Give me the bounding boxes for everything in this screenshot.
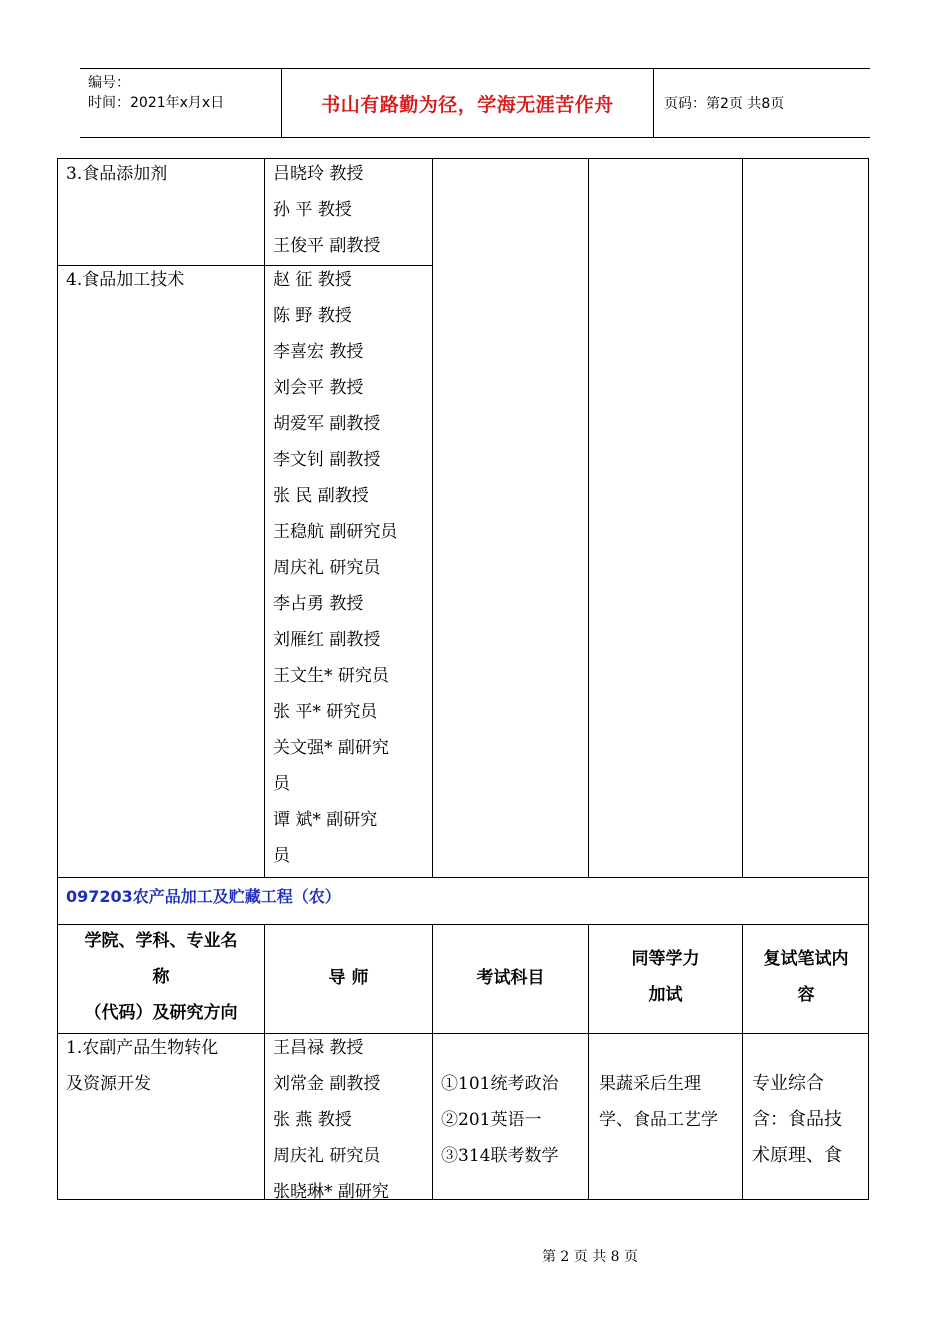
advisor-entry: 李文钊 副教授 [273,450,381,470]
column-divider [432,159,433,877]
column-header-exam: 考试科目 [476,968,545,988]
advisor-entry: 员 [273,774,290,794]
header-motto: 书山有路勤为径，学海无涯苦作舟 [321,93,614,116]
advisor-entry: 关文强* 副研究 [273,738,389,758]
advisor-entry: 陈 野 教授 [273,306,352,326]
advisor-entry: 周庆礼 研究员 [273,1146,381,1166]
exam-subjects [441,1066,558,1174]
advisor-entry: 王俊平 副教授 [273,236,381,256]
column-header-extra-exam [589,941,742,1013]
advisor-entry: 刘常金 副教授 [273,1074,381,1094]
advisor-entry: 周庆礼 研究员 [273,558,381,578]
header-line: 复试笔试内 [763,949,849,969]
extra-exam-line: 学、食品工艺学 [599,1110,718,1130]
column-header-direction [58,923,264,1031]
direction-line: 1.农副产品生物转化 [66,1038,219,1058]
header-line: 同等学力 [631,949,700,969]
extra-exam-subjects [599,1066,718,1138]
advisor-list [273,1030,389,1210]
advisor-entry: 刘雁红 副教授 [273,630,381,650]
advisor-entry: 张晓琳* 副研究 [273,1182,389,1202]
section-title: 097203农产品加工及贮藏工程（农） [66,887,341,906]
advisor-entry: 赵 征 教授 [273,270,352,290]
advisor-entry: 张 民 副教授 [273,486,369,506]
advisor-entry: 王稳航 副研究员 [273,522,398,542]
advisor-table [57,158,869,1200]
exam-subject: ①101统考政治 [441,1074,559,1094]
retest-line: 专业综合 [752,1073,824,1094]
direction-line: 及资源开发 [66,1074,151,1094]
document-number-label: 编号： [88,75,130,91]
advisor-list [273,262,397,874]
header-line: 容 [797,985,815,1005]
advisor-entry: 谭 斌* 副研究 [273,810,378,830]
retest-content [752,1066,842,1174]
column-divider [588,159,589,877]
page-footer [0,1246,950,1266]
column-header-advisor: 导 师 [328,968,369,988]
column-divider [264,159,265,877]
header-line: （代码）及研究方向 [84,1003,238,1023]
advisor-list [273,156,380,264]
advisor-entry: 吕晓玲 教授 [273,164,364,184]
extra-exam-line: 果蔬采后生理 [599,1074,701,1094]
direction-cell: 4.食品加工技术 [66,270,185,290]
header-line: 称 [152,967,170,987]
header-line: 加试 [648,985,683,1005]
advisor-entry: 刘会平 教授 [273,378,364,398]
advisor-entry: 员 [273,846,290,866]
row-divider [58,877,869,878]
direction-cell [66,1030,218,1102]
direction-cell: 3.食品添加剂 [66,164,168,184]
advisor-entry: 李占勇 教授 [273,594,364,614]
advisor-entry: 胡爱军 副教授 [273,414,381,434]
retest-line: 含：食品技 [752,1109,842,1130]
advisor-entry: 张 平* 研究员 [273,702,378,722]
header-meta [88,73,284,113]
column-divider [742,159,743,877]
advisor-entry: 王文生* 研究员 [273,666,389,686]
retest-line: 术原理、食 [752,1145,842,1166]
header-page-info: 页码：第2页 共8页 [664,96,785,112]
page-header [80,68,870,138]
exam-subject: ②201英语一 [441,1110,542,1130]
advisor-entry: 李喜宏 教授 [273,342,364,362]
exam-subject: ③314联考数学 [441,1146,559,1166]
advisor-entry: 孙 平 教授 [273,200,352,220]
advisor-entry: 王昌禄 教授 [273,1038,364,1058]
column-header-retest [743,941,869,1013]
advisor-entry: 张 燕 教授 [273,1110,352,1130]
footer-page-number: 第 2 页 共 8 页 [541,1249,639,1265]
header-line: 学院、学科、专业名 [84,931,238,951]
document-time-label: 时间：2021年x月x日 [88,95,225,111]
header-divider [653,69,654,137]
